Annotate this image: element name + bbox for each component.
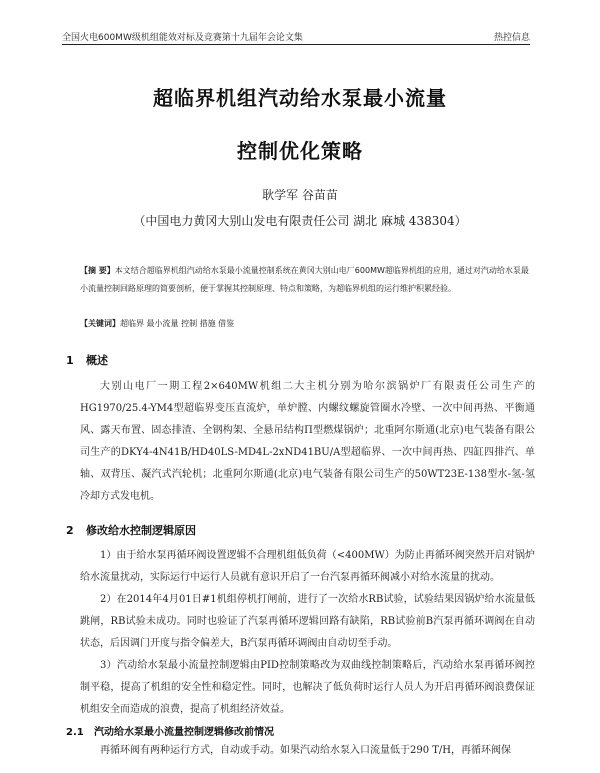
authors: 耿学军 谷苗苗 [262, 188, 338, 202]
paper-title-line2: 控制优化策略 [237, 139, 363, 163]
section-title: 修改给水控制逻辑原因 [86, 524, 196, 537]
header-divider [62, 44, 530, 45]
section-number: 1 [66, 354, 74, 367]
header-section-name: 热控信息 [493, 33, 530, 43]
paragraph: 2）在2014年4月01日#1机组停机打闸前，进行了一次给水RB试验，试验结果因锅炉给水流量低跳闸，RB试验未成功。同时也验证了汽泵再循环逻辑回路有缺陷，RB试验前B汽泵再循环调阀在自动状态，后因调门开度与指令偏差大，B汽泵再循环调阀由自动切至手动。 [80, 594, 535, 649]
affiliation: （中国电力黄冈大别山发电有限责任公司 湖北 麻城 438304） [133, 214, 467, 228]
abstract-label: 【摘 要】 [80, 266, 115, 275]
section-number: 2 [66, 524, 74, 537]
paragraph: 1）由于给水泵再循环阀设置逻辑不合理机组低负荷（<400MW）为防止再循环阀突然开启对锅炉给水流量扰动，实际运行中运行人员就有意识开启了一台汽泵再循环阀减小对给水流量的扰动。 [80, 550, 535, 583]
header-proceedings-title: 全国火电600MW级机组能效对标及竞赛第十九届年会论文集 [62, 33, 303, 43]
paragraph: 大别山电厂一期工程2×640MW机组二大主机分别为哈尔滨锅炉厂有限责任公司生产的HG1970/25.4-YM4型超临界变压直流炉，单炉膛、内螺纹螺旋管圈水冷壁、一次中间再热、平衡通风、露天布置、固态排渣、全钢构架、全悬吊结构Π型燃煤锅炉；北重阿尔斯通(北京)电气装备有限公司生产的DKY4-4N41B/HD40LS-MD4L-2xND41BU/A型超临界、一次中间再热、四缸四排汽、单轴、双背压、凝汽式汽轮机；北重阿尔斯通(北京)电气装备有限公司生产的50WT23E-138型水-氢-氢冷却方式发电机。 [80, 381, 535, 502]
paragraph: 3）汽动给水泵最小流量控制逻辑由PID控制策略改为双曲线控制策略后，汽动给水泵再循环阀控制平稳，提高了机组的安全性和稳定性。同时，也解决了低负荷时运行人员人为开启再循环阀浪费保证机组安全而造成的浪费，提高了机组经济效益。 [80, 660, 535, 715]
section-2-1-body [80, 740, 535, 762]
section-title: 概述 [86, 354, 108, 367]
running-header [62, 30, 530, 43]
paper-title-line1: 超临界机组汽动给水泵最小流量 [153, 86, 447, 110]
abstract [80, 262, 535, 298]
subsection-number: 2.1 [66, 727, 84, 738]
section-heading-2 [66, 522, 196, 538]
section-heading-1 [66, 352, 108, 368]
subsection-title: 汽动给水泵最小流量控制逻辑修改前情况 [94, 727, 274, 738]
keywords [80, 318, 535, 329]
subsection-heading-2-1 [66, 723, 274, 738]
section-1-body [80, 376, 535, 508]
paragraph: 再循环阀有两种运行方式，自动或手动。如果汽动给水泵入口流量低于290 T/H，再循环阀保 [100, 745, 512, 756]
keywords-label: 【关键词】 [80, 319, 120, 328]
abstract-text: 本文结合超临界机组汽动给水泵最小流量控制系统在黄冈大别山电厂600MW超临界机组的应用，通过对汽动给水泵最小流量控制回路原理的简要剖析，便于掌握其控制原理、特点和策略，为超临界机组的运行维护积累经验。 [80, 266, 529, 293]
section-2-body [80, 545, 535, 721]
keywords-text: 超临界 最小流量 控制 措施 借鉴 [120, 319, 235, 328]
